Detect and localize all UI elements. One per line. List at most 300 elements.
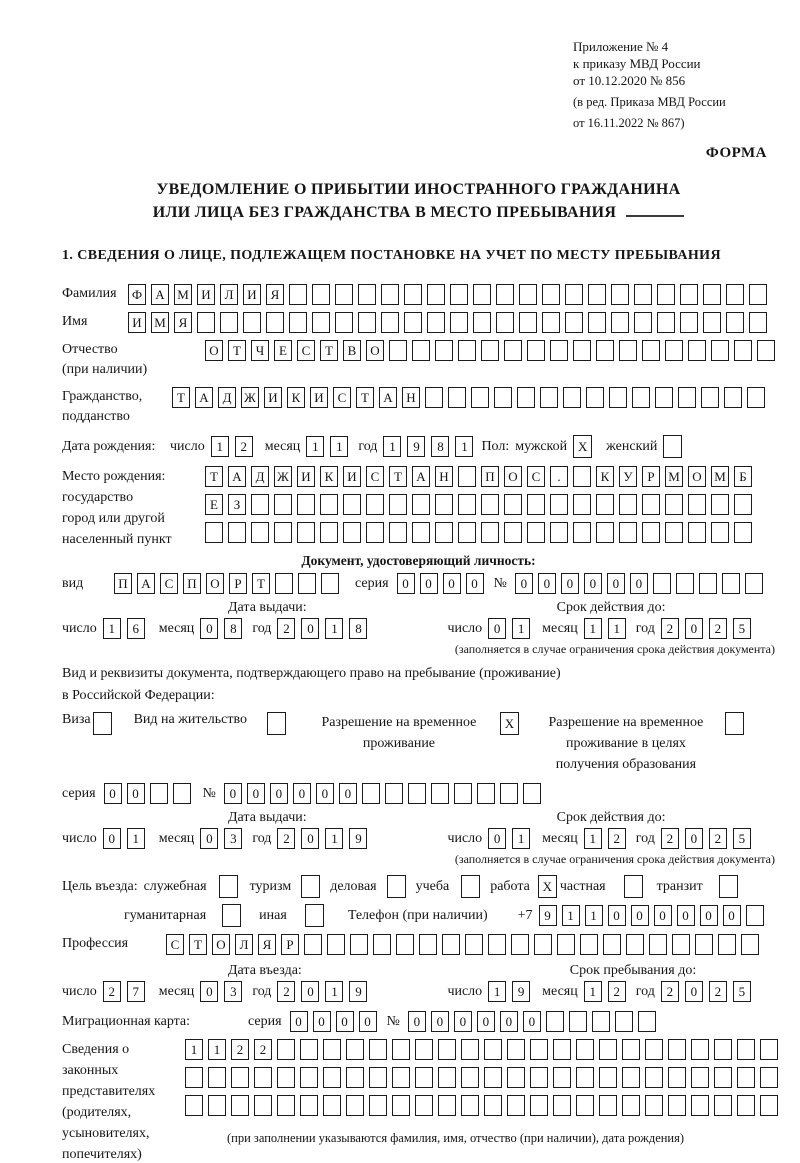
- char-cell: [431, 783, 449, 804]
- char-cell: [645, 1067, 663, 1088]
- char-cell: [219, 875, 238, 898]
- entry-month: месяц 0 3: [159, 981, 243, 1002]
- char-cell: [185, 1067, 203, 1088]
- char-cell: [634, 312, 652, 333]
- profession-label: Профессия: [62, 936, 129, 951]
- sex-male-label: мужской: [515, 438, 568, 454]
- birthdate-day: число 1 2: [170, 436, 253, 457]
- char-cell: У: [619, 466, 637, 487]
- sex-female-checkbox: [663, 435, 682, 458]
- char-cell: 0: [654, 905, 672, 926]
- char-cell: [289, 312, 307, 333]
- char-cell: [619, 522, 637, 543]
- resdoc-issue-day: число 0 1: [62, 828, 145, 849]
- purpose-opt-humanitarian-label: гуманитарная: [124, 907, 207, 923]
- citizenship-label: Гражданство, подданство: [62, 389, 143, 424]
- char-cell: [381, 284, 399, 305]
- char-cell: [494, 387, 512, 408]
- birthdate-label: Дата рождения:: [62, 438, 156, 454]
- char-cell: Т: [189, 934, 207, 955]
- char-cell: 1: [584, 981, 602, 1002]
- char-cell: 0: [420, 573, 438, 594]
- patronymic-cells: [205, 340, 775, 361]
- phone-cells: [539, 905, 764, 926]
- entry-year: год 2 0 1 9: [252, 981, 367, 1002]
- char-cell: [530, 1039, 548, 1060]
- char-cell: [301, 875, 320, 898]
- char-cell: [412, 494, 430, 515]
- char-cell: С: [527, 466, 545, 487]
- stay-caption: Срок пребывания до:: [569, 963, 697, 978]
- char-cell: [711, 340, 729, 361]
- char-cell: [320, 494, 338, 515]
- char-cell: 0: [723, 905, 741, 926]
- char-cell: [624, 875, 643, 898]
- char-cell: [461, 1067, 479, 1088]
- char-cell: [726, 284, 744, 305]
- char-cell: 0: [584, 573, 602, 594]
- resdoc-date-captions: [62, 810, 775, 826]
- char-cell: 1: [584, 618, 602, 639]
- char-cell: [611, 284, 629, 305]
- char-cell: [385, 783, 403, 804]
- char-cell: [596, 340, 614, 361]
- purpose-opt-commercial-label: деловая: [330, 878, 377, 894]
- char-cell: [387, 875, 406, 898]
- char-cell: [488, 934, 506, 955]
- purpose-opt-commercial-checkbox: [387, 875, 406, 898]
- char-cell: [691, 1095, 709, 1116]
- char-cell: [277, 1095, 295, 1116]
- char-cell: 0: [431, 1011, 449, 1032]
- stay-month: месяц 1 2: [542, 981, 626, 1002]
- char-cell: [442, 934, 460, 955]
- iddoc-dates-row: [62, 618, 775, 639]
- char-cell: [527, 340, 545, 361]
- char-cell: 0: [685, 618, 703, 639]
- char-cell: [450, 284, 468, 305]
- char-cell: [725, 712, 744, 735]
- char-cell: [392, 1095, 410, 1116]
- char-cell: [266, 312, 284, 333]
- char-cell: С: [333, 387, 351, 408]
- iddoc-note: (заполняется в случае ограничения срока действия документа): [454, 642, 775, 656]
- char-cell: С: [366, 466, 384, 487]
- char-cell: [197, 312, 215, 333]
- char-cell: Ч: [251, 340, 269, 361]
- char-cell: [649, 934, 667, 955]
- char-cell: 0: [301, 981, 319, 1002]
- char-cell: [695, 934, 713, 955]
- char-cell: 2: [661, 981, 679, 1002]
- char-cell: [655, 387, 673, 408]
- char-cell: [668, 1039, 686, 1060]
- entry-caption: Дата въезда:: [228, 963, 302, 978]
- char-cell: [737, 1067, 755, 1088]
- char-cell: [343, 522, 361, 543]
- char-cell: [438, 1039, 456, 1060]
- char-cell: 0: [515, 573, 533, 594]
- char-cell: 2: [254, 1039, 272, 1060]
- char-cell: [304, 934, 322, 955]
- char-cell: М: [151, 312, 169, 333]
- char-cell: [645, 1039, 663, 1060]
- char-cell: 1: [325, 981, 343, 1002]
- char-cell: 0: [630, 573, 648, 594]
- entry-date-captions: [62, 963, 775, 979]
- char-cell: [701, 387, 719, 408]
- char-cell: [603, 934, 621, 955]
- char-cell: 1: [211, 436, 229, 457]
- char-cell: [173, 783, 191, 804]
- form-title-line2: ИЛИ ЛИЦА БЕЗ ГРАЖДАНСТВА В МЕСТО ПРЕБЫВАНИЯ: [62, 201, 775, 224]
- iddoc-valid-year: год 2 0 2 5: [636, 618, 751, 639]
- char-cell: 0: [443, 573, 461, 594]
- char-cell: Н: [435, 466, 453, 487]
- char-cell: [412, 522, 430, 543]
- char-cell: Ф: [128, 284, 146, 305]
- char-cell: [274, 494, 292, 515]
- migration-number-cells: [408, 1011, 656, 1032]
- char-cell: [274, 522, 292, 543]
- char-cell: [691, 1067, 709, 1088]
- char-cell: [504, 494, 522, 515]
- char-cell: [205, 522, 223, 543]
- char-cell: [745, 573, 763, 594]
- char-cell: 0: [316, 783, 334, 804]
- order-reference-block: [573, 38, 763, 131]
- char-cell: 1: [512, 828, 530, 849]
- char-cell: [599, 1039, 617, 1060]
- sex-label: Пол:: [481, 438, 510, 454]
- char-cell: [703, 312, 721, 333]
- char-cell: Ж: [241, 387, 259, 408]
- char-cell: [323, 1039, 341, 1060]
- char-cell: [619, 340, 637, 361]
- char-cell: [688, 340, 706, 361]
- char-cell: 0: [477, 1011, 495, 1032]
- patronymic-row: [62, 340, 775, 380]
- stay-year: год 2 0 2 5: [636, 981, 751, 1002]
- char-cell: [251, 494, 269, 515]
- char-cell: [599, 1095, 617, 1116]
- edu-permit-checkbox: [725, 712, 744, 735]
- char-cell: [504, 340, 522, 361]
- char-cell: [586, 387, 604, 408]
- char-cell: [346, 1039, 364, 1060]
- char-cell: [540, 387, 558, 408]
- char-cell: [760, 1039, 778, 1060]
- revision-line2: от 16.11.2022 № 867): [573, 116, 685, 130]
- char-cell: [323, 1095, 341, 1116]
- form-label: ФОРМА: [705, 145, 767, 161]
- iddoc-number-cells: [515, 573, 763, 594]
- char-cell: X: [573, 435, 592, 458]
- char-cell: [592, 1011, 610, 1032]
- char-cell: 2: [709, 618, 727, 639]
- char-cell: [588, 312, 606, 333]
- char-cell: [366, 494, 384, 515]
- birthdate-row: [62, 435, 775, 458]
- char-cell: 0: [224, 783, 242, 804]
- char-cell: [300, 1039, 318, 1060]
- char-cell: Д: [218, 387, 236, 408]
- representatives-label: Сведения о законных представителях (родителях, усыновителях, попечителях): [62, 1042, 156, 1162]
- profession-cells: [166, 934, 759, 955]
- representatives-cells-row3: [185, 1095, 778, 1116]
- iddoc-issue-year: год 2 0 1 8: [252, 618, 367, 639]
- char-cell: [458, 466, 476, 487]
- char-cell: [760, 1095, 778, 1116]
- char-cell: [231, 1095, 249, 1116]
- char-cell: 2: [103, 981, 121, 1002]
- char-cell: 0: [397, 573, 415, 594]
- representatives-row: [62, 1039, 775, 1163]
- char-cell: Т: [389, 466, 407, 487]
- char-cell: [473, 284, 491, 305]
- char-cell: [576, 1095, 594, 1116]
- char-cell: [542, 312, 560, 333]
- revision-line1: (в ред. Приказа МВД России: [573, 95, 726, 109]
- char-cell: [599, 1067, 617, 1088]
- char-cell: [542, 284, 560, 305]
- char-cell: [300, 1067, 318, 1088]
- char-cell: О: [504, 466, 522, 487]
- char-cell: [335, 312, 353, 333]
- char-cell: [724, 387, 742, 408]
- char-cell: [663, 435, 682, 458]
- char-cell: [297, 522, 315, 543]
- purpose-row2: [62, 904, 775, 927]
- char-cell: [527, 494, 545, 515]
- migration-series-label: серия: [248, 1013, 282, 1029]
- char-cell: [320, 522, 338, 543]
- purpose-opt-private-label: частная: [559, 878, 606, 894]
- char-cell: 0: [339, 783, 357, 804]
- char-cell: [458, 340, 476, 361]
- char-cell: [300, 1095, 318, 1116]
- temp-permit-checkbox: [500, 712, 519, 735]
- char-cell: [609, 387, 627, 408]
- stay-day: число 1 9: [447, 981, 530, 1002]
- char-cell: 0: [104, 783, 122, 804]
- char-cell: [573, 494, 591, 515]
- char-cell: [254, 1095, 272, 1116]
- char-cell: [611, 312, 629, 333]
- char-cell: 1: [185, 1039, 203, 1060]
- resdoc-issue-month: месяц 0 3: [159, 828, 243, 849]
- char-cell: [484, 1095, 502, 1116]
- char-cell: 3: [224, 828, 242, 849]
- char-cell: [419, 934, 437, 955]
- char-cell: [496, 284, 514, 305]
- char-cell: А: [137, 573, 155, 594]
- char-cell: [746, 905, 764, 926]
- char-cell: 9: [539, 905, 557, 926]
- char-cell: [527, 522, 545, 543]
- title-underline: [626, 215, 684, 217]
- char-cell: [369, 1095, 387, 1116]
- edu-permit-label: Разрешение на временное проживание в целях получения образования: [548, 715, 704, 772]
- representatives-cells-block: [185, 1039, 778, 1146]
- char-cell: [576, 1067, 594, 1088]
- char-cell: [678, 387, 696, 408]
- char-cell: [277, 1067, 295, 1088]
- char-cell: 2: [709, 828, 727, 849]
- char-cell: 7: [127, 981, 145, 1002]
- purpose-opt-work-checkbox: [538, 875, 557, 898]
- char-cell: [228, 522, 246, 543]
- purpose-opt-transit-label: транзит: [656, 878, 703, 894]
- char-cell: 1: [488, 981, 506, 1002]
- char-cell: 8: [224, 618, 242, 639]
- char-cell: И: [343, 466, 361, 487]
- entry-dates-row: [62, 981, 775, 1002]
- char-cell: [760, 1067, 778, 1088]
- birthplace-cells-block: [205, 466, 752, 543]
- char-cell: И: [264, 387, 282, 408]
- purpose-opt-business-checkbox: [219, 875, 238, 898]
- visa-checkbox: [93, 712, 112, 735]
- char-cell: Л: [235, 934, 253, 955]
- purpose-label: Цель въезда:: [62, 878, 138, 894]
- char-cell: [734, 522, 752, 543]
- migration-card-label: Миграционная карта:: [62, 1013, 191, 1029]
- char-cell: [369, 1039, 387, 1060]
- temp-permit-label: Разрешение на временное проживание: [321, 715, 477, 751]
- char-cell: 0: [336, 1011, 354, 1032]
- char-cell: Е: [274, 340, 292, 361]
- char-cell: 6: [127, 618, 145, 639]
- char-cell: В: [343, 340, 361, 361]
- char-cell: [580, 934, 598, 955]
- char-cell: [719, 875, 738, 898]
- char-cell: О: [366, 340, 384, 361]
- char-cell: [534, 934, 552, 955]
- char-cell: 2: [661, 828, 679, 849]
- char-cell: 2: [709, 981, 727, 1002]
- char-cell: [573, 466, 591, 487]
- char-cell: 0: [685, 828, 703, 849]
- char-cell: Н: [402, 387, 420, 408]
- char-cell: Р: [229, 573, 247, 594]
- char-cell: 1: [127, 828, 145, 849]
- char-cell: [714, 1039, 732, 1060]
- char-cell: А: [379, 387, 397, 408]
- char-cell: [703, 284, 721, 305]
- char-cell: [757, 340, 775, 361]
- char-cell: [496, 312, 514, 333]
- entry-day: число 2 7: [62, 981, 145, 1002]
- char-cell: 0: [359, 1011, 377, 1032]
- char-cell: И: [243, 284, 261, 305]
- char-cell: [668, 1095, 686, 1116]
- char-cell: [573, 522, 591, 543]
- char-cell: [289, 284, 307, 305]
- purpose-opt-transit-checkbox: [719, 875, 738, 898]
- char-cell: 0: [685, 981, 703, 1002]
- char-cell: 1: [325, 828, 343, 849]
- resdoc-intro-line2: в Российской Федерации:: [62, 688, 215, 703]
- char-cell: [438, 1067, 456, 1088]
- char-cell: 0: [523, 1011, 541, 1032]
- char-cell: [517, 387, 535, 408]
- char-cell: [208, 1095, 226, 1116]
- char-cell: 0: [677, 905, 695, 926]
- char-cell: [448, 387, 466, 408]
- surname-cells: [128, 284, 767, 305]
- resdoc-dates-row: [62, 828, 775, 849]
- char-cell: 2: [661, 618, 679, 639]
- char-cell: [389, 522, 407, 543]
- char-cell: [435, 522, 453, 543]
- char-cell: Я: [266, 284, 284, 305]
- char-cell: 2: [235, 436, 253, 457]
- resdoc-number-sign: №: [202, 785, 216, 801]
- iddoc-kind-cells: [114, 573, 339, 594]
- char-cell: [507, 1095, 525, 1116]
- char-cell: М: [711, 466, 729, 487]
- char-cell: Т: [320, 340, 338, 361]
- char-cell: 0: [408, 1011, 426, 1032]
- purpose-opt-study-checkbox: [461, 875, 480, 898]
- char-cell: [481, 340, 499, 361]
- patronymic-label: Отчество (при наличии): [62, 342, 148, 377]
- char-cell: 5: [733, 981, 751, 1002]
- char-cell: [642, 340, 660, 361]
- resdoc-note: (заполняется в случае ограничения срока действия документа): [454, 852, 775, 866]
- char-cell: Т: [252, 573, 270, 594]
- char-cell: 0: [466, 573, 484, 594]
- char-cell: [714, 1095, 732, 1116]
- char-cell: [657, 284, 675, 305]
- char-cell: [465, 934, 483, 955]
- iddoc-issue-day: число 1 6: [62, 618, 145, 639]
- char-cell: [737, 1095, 755, 1116]
- resdoc-valid-year: год 2 0 2 5: [636, 828, 751, 849]
- char-cell: 9: [512, 981, 530, 1002]
- char-cell: П: [481, 466, 499, 487]
- iddoc-issue-caption: Дата выдачи:: [228, 600, 307, 615]
- citizenship-cells: [172, 387, 765, 408]
- resdoc-valid-month: месяц 1 2: [542, 828, 626, 849]
- char-cell: [519, 284, 537, 305]
- char-cell: [504, 522, 522, 543]
- char-cell: И: [197, 284, 215, 305]
- char-cell: О: [212, 934, 230, 955]
- char-cell: И: [297, 466, 315, 487]
- char-cell: [657, 312, 675, 333]
- char-cell: [471, 387, 489, 408]
- char-cell: [550, 494, 568, 515]
- char-cell: [665, 340, 683, 361]
- char-cell: 1: [325, 618, 343, 639]
- char-cell: А: [228, 466, 246, 487]
- char-cell: .: [550, 466, 568, 487]
- char-cell: [680, 284, 698, 305]
- purpose-opt-study-label: учеба: [415, 878, 450, 894]
- char-cell: [747, 387, 765, 408]
- char-cell: [722, 573, 740, 594]
- char-cell: 9: [407, 436, 425, 457]
- char-cell: [392, 1067, 410, 1088]
- section1-heading: 1. СВЕДЕНИЯ О ЛИЦЕ, ПОДЛЕЖАЩЕМ ПОСТАНОВКЕ НА УЧЕТ ПО МЕСТУ ПРЕБЫВАНИЯ: [62, 248, 721, 263]
- char-cell: [461, 1095, 479, 1116]
- iddoc-row: [62, 573, 775, 594]
- char-cell: [565, 312, 583, 333]
- char-cell: [396, 934, 414, 955]
- char-cell: 1: [103, 618, 121, 639]
